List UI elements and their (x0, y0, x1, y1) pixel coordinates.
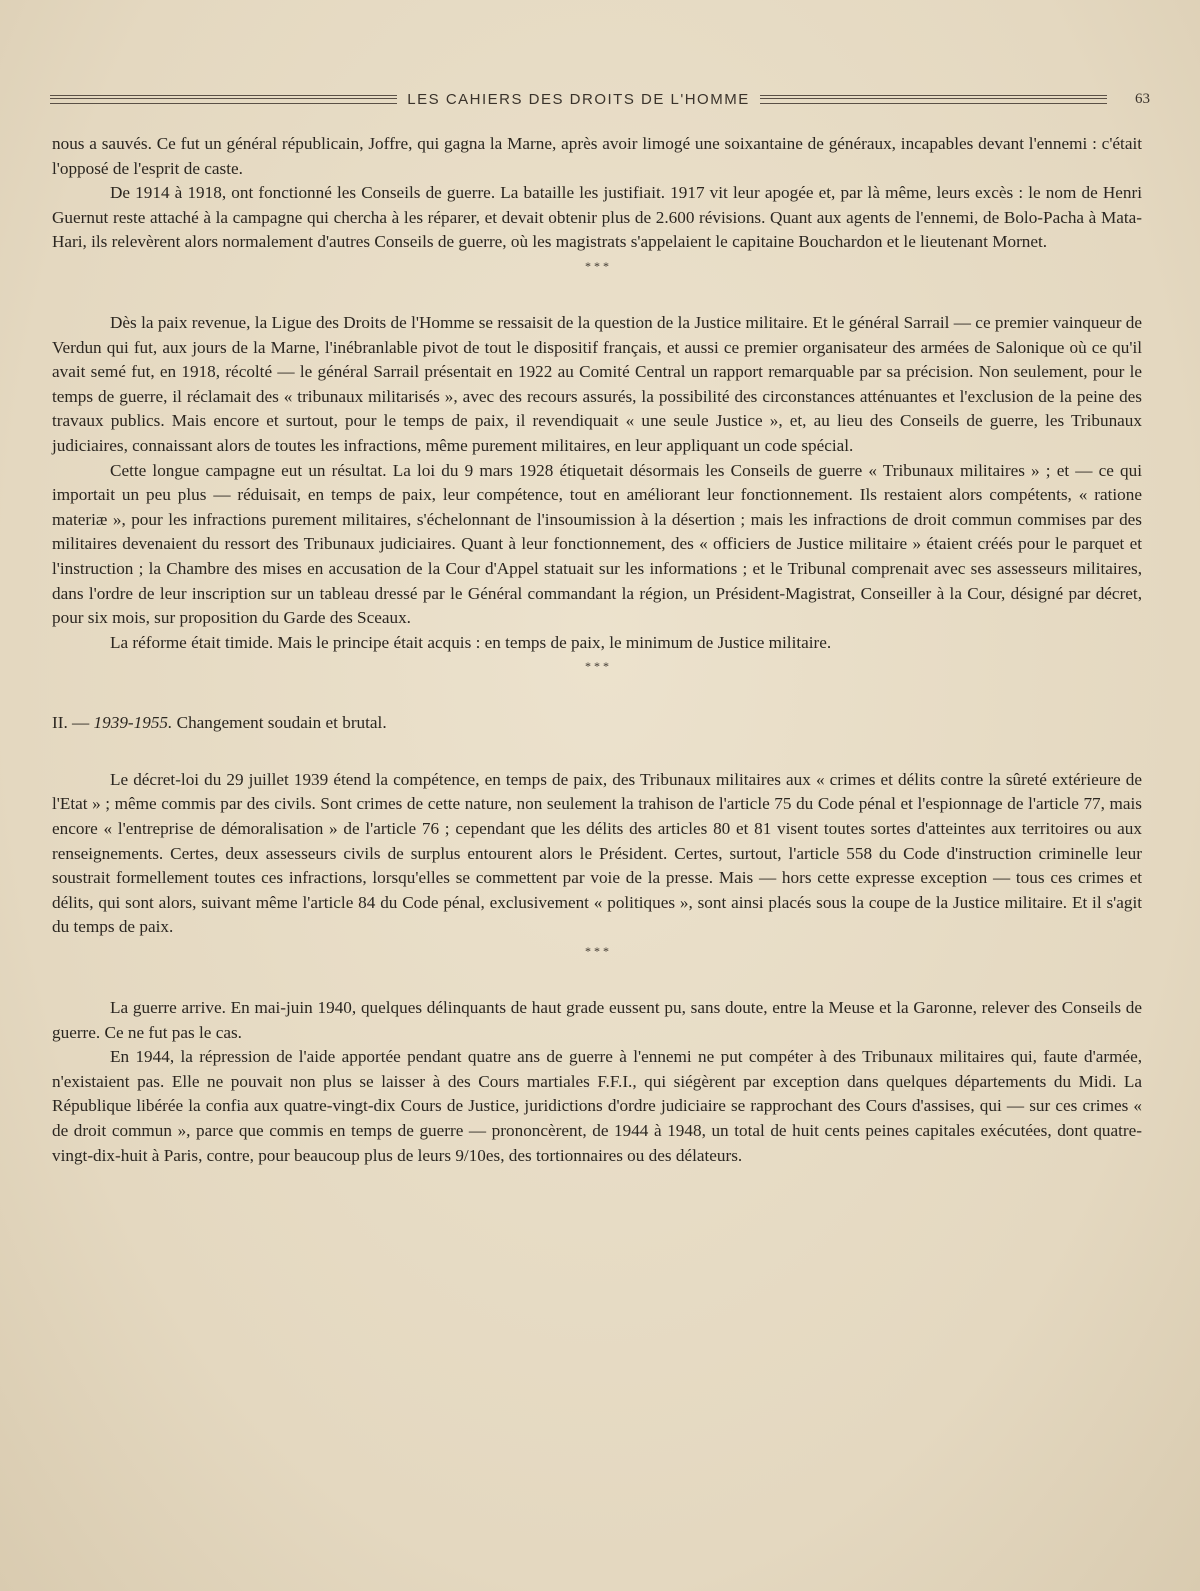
paragraph-6: Le décret-loi du 29 juillet 1939 étend la compétence, en temps de paix, des Tribunaux militaires aux « crimes et délits contre la sûreté extérieure de l'Etat » ; même commis par des civils. Sont crimes de cette nature, non seulement la trahison de l'article 75 du Code pénal et l'espionnage de l'article 77, mais encore « l'entreprise de démoralisation » de l'article 76 ; cependant que les délits des articles 80 et 81 visent toutes sortes d'atteintes aux territoires ou aux renseignements. Certes, deux assesseurs civils de surplus entourent alors le Président. Certes, surtout, l'article 558 du Code d'instruction criminelle leur soustrait formellement toutes ces infractions, lorsqu'elles se commettent par voie de la presse. Mais — hors cette expresse exception — tous ces crimes et délits, qui sont alors, suivant même l'article 84 du Code pénal, exclusivement « politiques », sont ainsi placés sous la coupe de la Justice militaire. Et il s'agit du temps de paix. (52, 769, 1142, 937)
section-heading (52, 711, 1142, 736)
paragraph-1: nous a sauvés. Ce fut un général républicain, Joffre, qui gagna la Marne, après avoir limogé une soixantaine de généraux, incapables devant l'ennemi : c'était l'opposé de l'esprit de caste. (52, 134, 1142, 178)
page-number: 63 (1135, 90, 1151, 107)
paragraph-4: Cette longue campagne eut un résultat. La loi du 9 mars 1928 étiquetait désormais les Conseils de guerre « Tribunaux militaires » ; et — ce qui importait un peu plus — réduisait, en temps de paix, leur compétence, tout en améliorant leur fonctionnement. Ils restaient alors compétents, « ratione materiæ », pour les infractions purement militaires, s'échelonnant de l'insoumission à la désertion ; mais les infractions de droit commun commises par des militaires devenaient du ressort des Tribunaux judiciaires. Quant à leur fonctionnement, des « officiers de Justice militaire » étaient créés pour le parquet et l'instruction ; la Chambre des mises en accusation de la Cour d'Appel statuait sur les informations ; et le Tribunal comprenait avec ses assesseurs militaires, dans l'ordre de leur inscription sur un tableau dressé par le Général commandant la région, un Président-Magistrat, Conseiller à la Cour, désigné par décret, pour six mois, sur proposition du Garde des Sceaux. (52, 460, 1142, 628)
paragraph-3: Dès la paix revenue, la Ligue des Droits de l'Homme se ressaisit de la question de la Justice militaire. Et le général Sarrail — ce premier vainqueur de Verdun qui fut, aux jours de la Marne, l'inébranlable pivot de tout le dispositif français, et aussi ce premier organisateur des armées de Salonique où ce qu'il avait semé fut, en 1918, récolté — le général Sarrail présentait en 1922 au Comité Central un rapport remarquable par sa précision. Non seulement, pour le temps de guerre, il réclamait des « tribunaux militarisés », avec des recours assurés, la possibilité des circonstances atténuantes et l'exclusion de la peine des travaux publics. Mais encore et surtout, pour le temps de paix, il revendiquait « une seule Justice », et, au lieu des Conseils de guerre, les Tribunaux judiciaires, connaissant alors de toutes les infractions, même purement militaires, en leur appliquant un code spécial. (52, 312, 1142, 455)
heading-prefix: II. — (52, 713, 94, 733)
header-rule-right (760, 95, 1107, 104)
section-separator: * * * (585, 258, 609, 273)
heading-title: Changement soudain et brutal. (172, 713, 387, 733)
header-rule-left (50, 95, 397, 104)
heading-dates: 1939-1955. (93, 713, 173, 733)
paragraph-8: En 1944, la répression de l'aide apportée pendant quatre ans de guerre à l'ennemi ne put compéter à des Tribunaux militaires qui, faute d'armée, n'existaient pas. Elle ne pouvait non plus se laisser à des Cours martiales F.F.I., qui siégèrent par exception dans quelques départements du Midi. La République libérée la confia aux quatre-vingt-dix Cours de Justice, juridictions d'ordre judiciaire se rapprochant des Cours d'assises, qui — sur ces crimes « de droit commun », parce que commis en temps de guerre — prononcèrent, de 1944 à 1948, un total de huit cents peines capitales exécutées, dont quatre-vingt-dix-huit à Paris, contre, pour beaucoup plus de leurs 9/10es, des tortionnaires ou des délateurs. (52, 1047, 1142, 1165)
paragraph-7: La guerre arrive. En mai-juin 1940, quelques délinquants de haut grade eussent pu, sans doute, entre la Meuse et la Garonne, relever des Conseils de guerre. Ce ne fut pas le cas. (52, 998, 1142, 1042)
article-body (52, 132, 1142, 1168)
section-separator: * * * (585, 659, 609, 674)
paragraph-5: La réforme était timide. Mais le principe était acquis : en temps de paix, le minimum de Justice militaire. (110, 632, 832, 652)
running-header (50, 86, 1150, 112)
paragraph-2: De 1914 à 1918, ont fonctionné les Conseils de guerre. La bataille les justifiait. 1917 vit leur apogée et, par là même, leurs excès : le nom de Henri Guernut reste attaché à la campagne qui chercha à les réparer, et devait obtenir plus de 2.600 révisions. Quant aux agents de l'ennemi, de Bolo-Pacha à Mata-Hari, ils relevèrent alors normalement d'autres Conseils de guerre, où les magistrats s'appelaient le capitaine Bouchardon et le lieutenant Mornet. (52, 183, 1142, 252)
running-title: LES CAHIERS DES DROITS DE L'HOMME (407, 90, 750, 108)
section-separator: * * * (585, 944, 609, 959)
